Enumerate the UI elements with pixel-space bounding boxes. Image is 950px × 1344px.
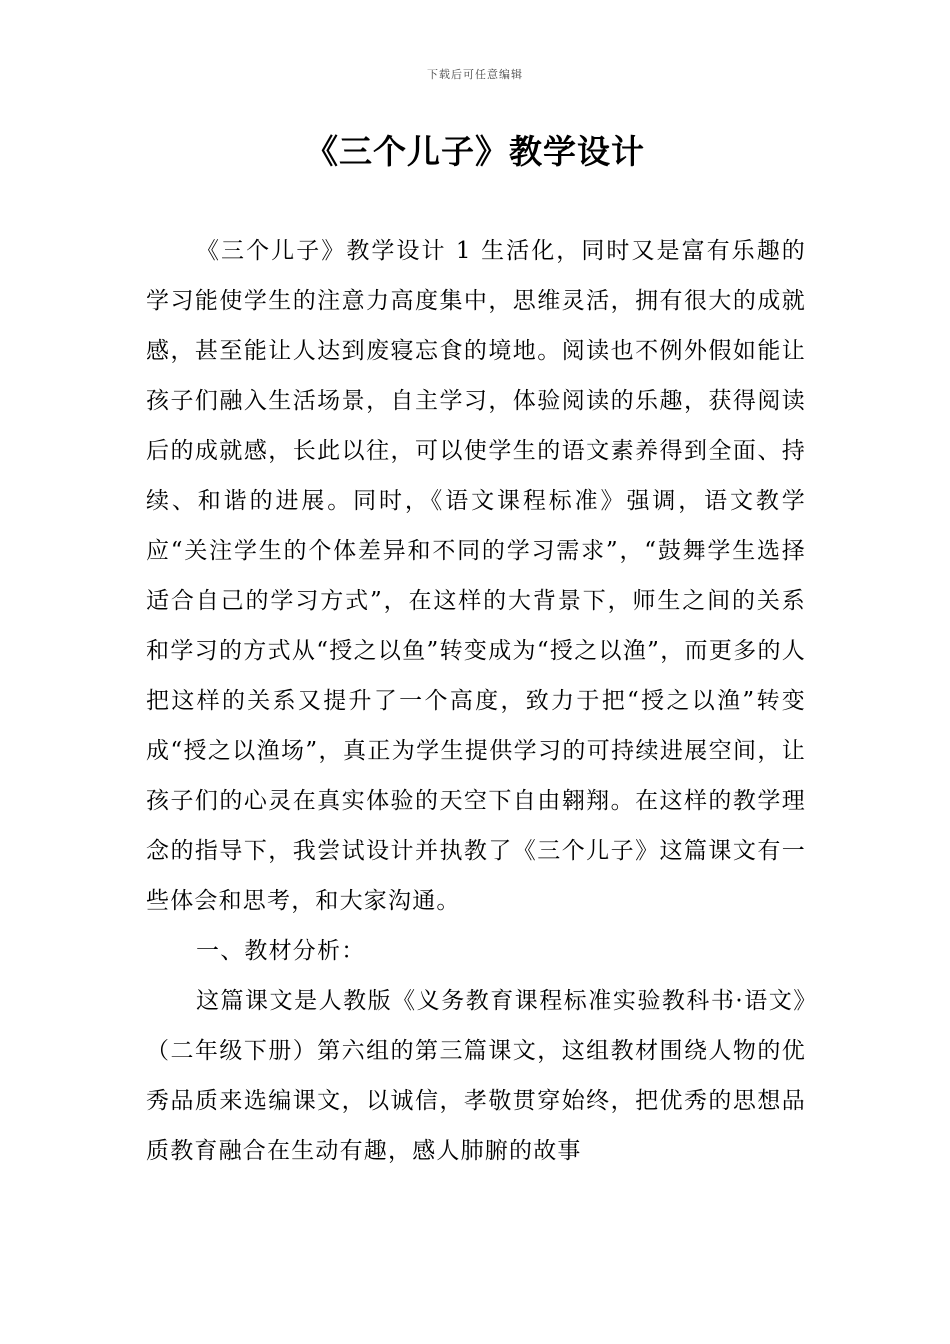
page-title: 《三个儿子》教学设计	[305, 132, 645, 171]
section-heading-textbook-analysis: 一、教材分析：	[196, 938, 366, 964]
document-body	[146, 226, 806, 1176]
paragraph-textbook-analysis: 这篇课文是人教版《义务教育课程标准实验教科书·语文》（二年级下册）第六组的第三篇课文，这组教材围绕人物的优秀品质来选编课文，以诚信，孝敬贯穿始终，把优秀的思想品质教育融合在生动有趣，感人肺腑的故事	[146, 988, 806, 1164]
paragraph-intro: 《三个儿子》教学设计 1 生活化，同时又是富有乐趣的学习能使学生的注意力高度集中，思维灵活，拥有很大的成就感，甚至能让人达到废寝忘食的境地。阅读也不例外假如能让孩子们融入生活场景，自主学习，体验阅读的乐趣，获得阅读后的成就感，长此以往，可以使学生的语文素养得到全面、持续、和谐的进展。同时，《语文课程标准》强调，语文教学应“关注学生的个体差异和不同的学习需求”，“鼓舞学生选择适合自己的学习方式”，在这样的大背景下，师生之间的关系和学习的方式从“授之以鱼”转变成为“授之以渔”，而更多的人把这样的关系又提升了一个高度，致力于把“授之以渔”转变成“授之以渔场”，真正为学生提供学习的可持续进展空间，让孩子们的心灵在真实体验的天空下自由翱翔。在这样的教学理念的指导下，我尝试设计并执教了《三个儿子》这篇课文有一些体会和思考，和大家沟通。	[146, 238, 806, 914]
header-note: 下载后可任意编辑	[427, 68, 523, 81]
